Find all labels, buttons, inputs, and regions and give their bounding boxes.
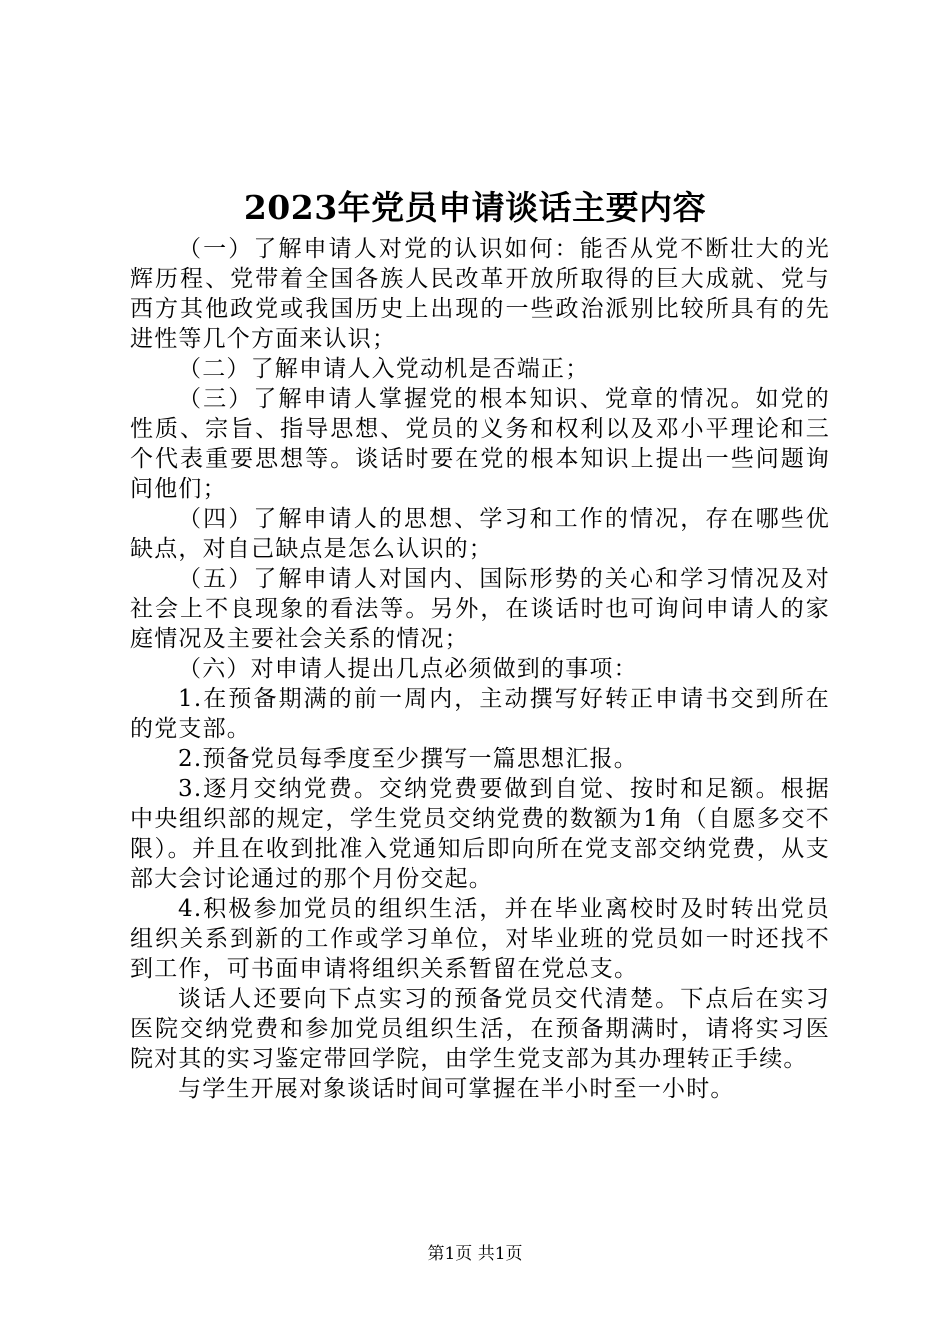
paragraph-5: （五）了解申请人对国内、国际形势的关心和学习情况及对社会上不良现象的看法等。另外，在谈话时也可询问申请人的家庭情况及主要社会关系的情况；: [130, 566, 830, 652]
document-body: [130, 234, 830, 1104]
paragraph-3: （三）了解申请人掌握党的根本知识、党章的情况。如党的性质、宗旨、指导思想、党员的义务和权利以及邓小平理论和三个代表重要思想等。谈话时要在党的根本知识上提出一些问题询问他们；: [130, 386, 830, 502]
paragraph-2: （二）了解申请人入党动机是否端正；: [178, 356, 590, 382]
list-item-3: 3.逐月交纳党费。交纳党费要做到自觉、按时和足额。根据中央组织部的规定，学生党员交纳党费的数额为1角（自愿多交不限）。并且在收到批准入党通知后即向所在党支部交纳党费，从支部大会讨论通过的那个月份交起。: [130, 776, 830, 892]
document-title: 2023年党员申请谈话主要内容: [243, 188, 707, 227]
paragraph-4: （四）了解申请人的思想、学习和工作的情况，存在哪些优缺点，对自己缺点是怎么认识的；: [130, 506, 830, 562]
list-item-1: 1.在预备期满的前一周内，主动撰写好转正申请书交到所在的党支部。: [130, 686, 830, 742]
paragraph-6: （六）对申请人提出几点必须做到的事项：: [178, 656, 638, 682]
paragraph-1: （一）了解申请人对党的认识如何：能否从党不断壮大的光辉历程、党带着全国各族人民改革开放所取得的巨大成就、党与西方其他政党或我国历史上出现的一些政治派别比较所具有的先进性等几个方面来认识；: [130, 236, 830, 352]
list-item-2: 2.预备党员每季度至少撰写一篇思想汇报。: [178, 746, 638, 772]
list-item-4: 4.积极参加党员的组织生活，并在毕业离校时及时转出党员组织关系到新的工作或学习单位，对毕业班的党员如一时还找不到工作，可书面申请将组织关系暂留在党总支。: [130, 896, 830, 982]
paragraph-7: 谈话人还要向下点实习的预备党员交代清楚。下点后在实习医院交纳党费和参加党员组织生活，在预备期满时，请将实习医院对其的实习鉴定带回学院，由学生党支部为其办理转正手续。: [130, 986, 830, 1072]
page-footer: 第1页 共1页: [427, 1244, 523, 1264]
paragraph-8: 与学生开展对象谈话时间可掌握在半小时至一小时。: [178, 1076, 735, 1102]
